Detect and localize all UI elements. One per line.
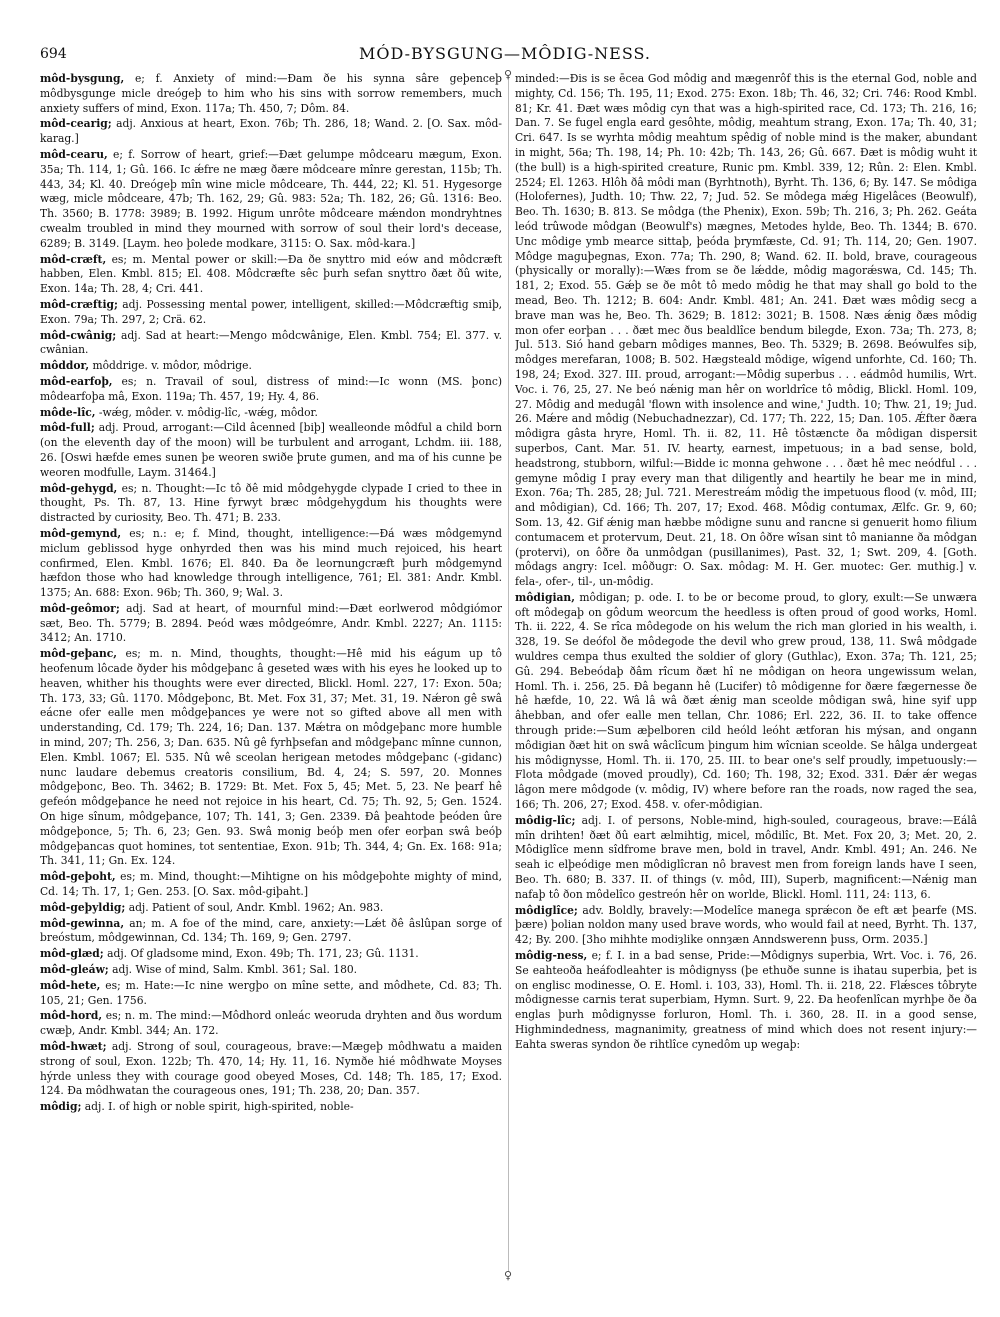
entry-text: es; n.: e; f. Mind, thought, intelligence:—Ðá wæs môdgemynd miclum geblissod hyge onhyrded then was his mind much rejoiced, his heart confirmed, Elen. Kmbl. 1676; El. 840. Ða ðe leornungcræft þurh môdgemynd hæfdon those who had knowledge through intelligence, 761; El. 381: Andr. Kmbl. 1375; An. 688: Exon. 96b; Th. 360, 9; Wal. 3. — [40, 526, 502, 600]
entry-headword: môd-cwânig; — [40, 328, 117, 342]
dictionary-entry — [40, 870, 502, 900]
entry-text: môddrige. v. môdor, môdrige. — [89, 359, 252, 373]
dictionary-entry — [40, 148, 502, 252]
entry-headword: môde-lîc, — [40, 405, 96, 419]
entry-text: adj. I. of high or noble spirit, high-spirited, noble- — [81, 1100, 354, 1114]
dictionary-entry — [40, 1040, 502, 1099]
entry-headword: môdigian, — [515, 590, 575, 604]
entry-text: es; m. Hate:—Ic nine wergþo on mîne sette, and môdhete, Cd. 83; Th. 105, 21; Gen. 1756. — [40, 978, 502, 1007]
entry-headword: môd-gleáw; — [40, 963, 109, 977]
entry-text: es; n. Travail of soul, distress of mind:—Ic wonn (MS. þonc) môdearfoþa mâ, Exon. 119a; Th. 457, 19; Hy. 4, 86. — [40, 374, 502, 403]
entry-text: an; m. A foe of the mind, care, anxiety:—Lǽt ðê âslûpan sorge of breóstum, môdgewinnan, Cd. 134; Th. 169, 9; Gen. 2797. — [40, 916, 502, 945]
dictionary-entry — [40, 117, 502, 147]
dictionary-entry — [515, 814, 977, 903]
entry-text: adj. Strong of soul, courageous, brave:—Mægeþ môdhwatu a maiden strong of soul, Exon. 122b; Th. 470, 14; Hy. 11, 16. Nymðe hié môdhwate Moyses hýrde unless they with courage good obeyed Moses, Cd. 148; Th. 185, 17; Exod. 124. Ða môdhwatan the courageous ones, 191; Th. 238, 20; Dan. 357. — [40, 1040, 502, 1098]
entry-text: adj. Patient of soul, Andr. Kmbl. 1962; An. 983. — [125, 900, 384, 914]
entry-headword: môd-geþyldig; — [40, 900, 126, 914]
dictionary-entry — [40, 253, 502, 297]
entry-text: adj. Sad at heart:—Mengo môdcwânige, Elen. Kmbl. 754; El. 377. v. cwânian. — [40, 328, 502, 357]
entry-text: adj. Of gladsome mind, Exon. 49b; Th. 171, 23; Gû. 1131. — [103, 947, 419, 961]
dictionary-entry — [40, 917, 502, 947]
right-column — [515, 72, 977, 1280]
entry-headword: môd-gemynd, — [40, 526, 122, 540]
entry-headword: môddor, — [40, 359, 90, 373]
entry-headword: môd-cræft, — [40, 252, 107, 266]
dictionary-entry — [40, 421, 502, 480]
entry-headword: môd-gehygd, — [40, 481, 118, 495]
entry-text: e; f. I. in a bad sense, Pride:—Môdignys superbia, Wrt. Voc. i. 76, 26. Se eahteoða heáfodleahter is môdignyss (þe ethuðe sunne is ihatau superbia, þet is on englisc modinesse, O. E. Homl. i. 103, 33), Homl. Th. ii. 218, 22. Flǽsces tôbryte môdignesse carnis terat superbiam, Hymn. Surt. 9, 22. Ða heofenlîcan myrhþe ðe ða englas þurh môdignysse forluron, Homl. Th. i. 360, 28. II. in a good sense, Highmindedness, magnanimity, greatness of mind which does not resent injury:—Eahta sweras syndon ðe rihtlîce cynedôm up wegaþ: — [515, 949, 977, 1051]
dictionary-entry — [40, 647, 502, 869]
entry-headword: môd-geþoht, — [40, 870, 116, 884]
entry-text: es; n. m. The mind:—Môdhord onleác weoruda dryhten and ðus wordum cwæþ, Andr. Kmbl. 344; An. 172. — [40, 1009, 502, 1038]
dictionary-entry — [40, 901, 502, 916]
entry-text: môdigan; p. ode. I. to be or become proud, to glory, exult:—Se unwæra oft môdegaþ on gôdum weorcum the heedless is often proud of good works, Homl. Th. ii. 222, 4. Se rîca môdegode on his welum the rich man gloried in his wealth, i. 328, 19. Se deófol ðe môdegode the devil who grew proud, 138, 11. Swâ môdgade wuldres cempa thus exulted the soldier of glory (Guthlac), Exon. 37a; Th. 121, 25; Gû. 294. Bebeódaþ ðâm rîcum ðæt hî ne môdigan on heora ungewissum welan, Homl. Th. i. 256, 25. Ðâ begann hê (Lucifer) tô môdigenne for ðære fægernesse ðe hê hæfde, 10, 22. Wâ lâ wâ ðæt ǽnig man sceolde môdigan swâ, hine syif upp âhebban, and ofer ealle men tellan, Chr. 1086; Erl. 222, 36. II. to take offence through pride:—Sum æþelboren cild heóld leóht ætforan his mýsan, and ongann môdigian ðæt hit on swâ wâclîcum þingum him wîcnian sceolde. Se hâlga undergeat his môdignysse, Homl. Th. ii. 170, 25. III. to bear one's self proudly, impetuously:—Flota môdgade (moved proudly), Cd. 160; Th. 198, 32; Exod. 331. Ðǽr ǽr wegas lâgon mere môdgode (v. môdig, IV) where before ran the roads, now raged the sea, 166; Th. 206, 27; Exod. 458. v. ofer-môdigian. — [515, 590, 977, 812]
entry-headword: môd-hwæt; — [40, 1040, 107, 1053]
left-column — [40, 72, 502, 1280]
entry-headword: môdig; — [40, 1100, 82, 1114]
entry-headword: môd-full; — [40, 421, 95, 435]
entry-headword: môd-hete, — [40, 978, 101, 992]
ornament-icon: ♀ — [503, 1269, 513, 1282]
running-title: MÓD-BYSGUNG—MÔDIG-NESS. — [358, 44, 652, 63]
entry-headword: môd-cearu, — [40, 147, 108, 161]
dictionary-entry — [40, 406, 502, 421]
entry-headword: môdig-ness, — [515, 949, 588, 963]
dictionary-entry — [515, 72, 977, 590]
entry-headword: môd-hord, — [40, 1009, 103, 1023]
entry-headword: môdig-lîc; — [515, 813, 576, 827]
entry-text: adj. Sad at heart, of mournful mind:—Ðæt eorlwerod môdgiómor sæt, Beo. Th. 5779; B. 2894. Þeód wæs môdgeómre, Andr. Kmbl. 2227; An. 1115: 3412; An. 1710. — [40, 601, 502, 645]
entry-text: adj. Anxious at heart, Exon. 76b; Th. 286, 18; Wand. 2. [O. Sax. môd-karag.] — [40, 117, 502, 146]
dictionary-entry — [40, 963, 502, 978]
entry-text: adj. I. of persons, Noble-mind, high-souled, courageous, brave:—Eálâ mîn drihten! ðæt ðû eart ælmihtig, micel, môdilîc, Bt. Met. Fox 20, 3; Met. 20, 2. Môdiglîce menn sîdfrome brave men, bold in travel, Andr. Kmbl. 491; An. 246. Ne seah ic elþeódige men môdiglîcran nô bravest men from foreign lands have I seen, Beo. Th. 680; B. 337. II. of things (v. môd, III), Superb, magnificent:—Nǽnig man nafaþ tô ðon môdelîco gestreón hêr on worlde, Blickl. Homl. 111, 24: 113, 6. — [515, 813, 977, 901]
entry-headword: môd-bysgung, — [40, 72, 125, 85]
dictionary-entry — [40, 602, 502, 646]
entry-headword: môd-cearig; — [40, 117, 112, 131]
dictionary-entry — [40, 298, 502, 328]
dictionary-entry — [40, 72, 502, 116]
page-number: 694 — [40, 46, 67, 62]
entry-headword: môd-cræftig; — [40, 297, 118, 311]
entry-text: es; m. n. Mind, thoughts, thought:—Hê mid his eágum up tô heofenum lôcade ðyder his môdgeþanc â geseted wæs with his eyes he looked up to heaven, whither his thoughts were ever directed, Blickl. Homl. 227, 17: Exon. 50a; Th. 173, 33; Gû. 1170. Môdgeþonc, Bt. Met. Fox 31, 37; Met. 31, 19. Nǽron gê swâ eácne ofer ealle men môdgeþances ye were not so gifted above all men with understanding, Cd. 179; Th. 224, 16; Dan. 137. Mǽtra on môdgeþanc more humble in mind, 207; Th. 256, 3; Dan. 635. Nû gê fyrhþsefan and môdgeþanc mînne cunnon, Elen. Kmbl. 1067; El. 535. Nû wê sceolan herigean metodes môdgeþanc (-gidanc) nunc laudare debemus creatoris consilium, Bd. 4, 24; S. 597, 20. Monnes môdgeþonc, Beo. Th. 3462; B. 1729: Bt. Met. Fox 5, 45; Met. 5, 23. Ne þearf hê gefeón môdgeþance he need not rejoice in his heart, Cd. 75; Th. 92, 5; Gen. 1524. On hige sînum, môdgeþance, 107; Th. 141, 3; Gen. 2339. Ðâ þeahtode þeóden ûre môdgeþonce, 5; Th. 6, 23; Gen. 93. Swâ monig beóþ men ofer eorþan swâ beóþ môdgeþancas quot homines, tot sententiae, Exon. 91b; Th. 344, 4; Gn. Ex. 168: 91a; Th. 341, 11; Gn. Ex. 124. — [40, 647, 502, 868]
entry-text: es; m. Mind, thought:—Mihtigne on his môdgeþohte mighty of mind, Cd. 14; Th. 17, 1; Gen. 253. [O. Sax. môd-giþaht.] — [40, 870, 502, 899]
dictionary-entry — [40, 1009, 502, 1039]
column-divider — [508, 76, 509, 1272]
dictionary-entry — [515, 949, 977, 1053]
dictionary-entry — [40, 979, 502, 1009]
dictionary-entry — [515, 591, 977, 813]
entry-text: -wǽg, môder. v. môdig-lîc, -wǽg, môdor. — [95, 405, 318, 419]
ornament-icon: ♀ — [503, 68, 513, 81]
entry-text: adj. Wise of mind, Salm. Kmbl. 361; Sal. 180. — [108, 963, 358, 977]
dictionary-entry — [40, 527, 502, 601]
entry-headword: môd-geþanc, — [40, 647, 118, 661]
entry-text: e; f. Anxiety of mind:—Ðam ðe his synna sâre geþenceþ môdbysgunge micle dreógeþ to him who his sins with sorrow remembers, much anxiety suffers of mind, Exon. 117a; Th. 450, 7; Dôm. 84. — [40, 72, 502, 115]
dictionary-entry — [40, 482, 502, 526]
entry-text: adj. Possessing mental power, intelligent, skilled:—Môdcræftig smiþ, Exon. 79a; Th. 297, 2; Crä. 62. — [40, 297, 502, 326]
entry-headword: môd-earfoþ, — [40, 374, 113, 388]
dictionary-entry — [40, 947, 502, 962]
dictionary-page — [40, 40, 977, 1282]
entry-headword: môd-glæd; — [40, 947, 104, 961]
dictionary-entry — [40, 1100, 502, 1115]
page-header — [40, 40, 970, 68]
dictionary-entry — [40, 329, 502, 359]
text-columns — [40, 68, 977, 1282]
entry-text: es; m. Mental power or skill:—Ða ðe snyttro mid eów and môdcræft habben, Elen. Kmbl. 815; El. 408. Môdcræfte sêc þurh sefan snyttro ðæt ðû wite, Exon. 14a; Th. 28, 4; Cri. 441. — [40, 252, 502, 296]
dictionary-entry — [40, 375, 502, 405]
entry-text: es; n. Thought:—Ic tô ðê mid môdgehygde clypade I cried to thee in thought, Ps. Th. 87, 13. Hine fyrwyt bræc môdgehygdum his thoughts were distracted by curiosity, Beo. Th. 471; B. 233. — [40, 481, 502, 525]
entry-headword: môdiglîce; — [515, 903, 578, 917]
dictionary-entry — [40, 359, 502, 374]
entry-text: adj. Proud, arrogant:—Cild âcenned [biþ] wealleonde môdful a child born (on the eleventh day of the moon) will be turbulent and arrogant, Lchdm. iii. 188, 26. [Oswi hæfde emes sunen þe weoren swiðe þrute gumen, and ma of his cunne þe weoren modfulle, Laym. 31464.] — [40, 421, 502, 479]
entry-text: e; f. Sorrow of heart, grief:—Ðæt gelumpe môdcearu mægum, Exon. 35a; Th. 114, 1; Gû. 166. Ic ǽfre ne mæg ðære môdceare mînre gerestan, 115b; Th. 443, 34; Kl. 40. Dreógeþ mîn wine micle môdceare, Th. 444, 22; Kl. 51. Hygesorge wæg, micle môdceare, 47b; Th. 162, 29; Gû. 983: 52a; Th. 182, 26; Gû. 1316: Beo. Th. 3560; B. 1778: 3989; B. 1992. Higum unrôte môdceare mǽndon mondryhtnes cwealm troubled in mind they mourned with sorrow of soul their lord's decease, 6289; B. 3149. [Laym. heo þolede modkare, 3115: O. Sax. môd-kara.] — [40, 147, 502, 250]
entry-headword: môd-geômor; — [40, 601, 120, 615]
entry-headword: môd-gewinna, — [40, 916, 125, 930]
entry-text: adv. Boldly, bravely:—Modelîce manega sprǽcon ðe eft æt þearfe (MS. þære) þolian noldon many used brave words, who would fail at need, Byrht. Th. 137, 42; By. 200. [3ho mihhte modiȝlike onnȝæn Anndswerenn þuss, Orm. 2035.] — [515, 903, 977, 947]
dictionary-entry — [515, 904, 977, 948]
entry-text: minded:—Ðis is se ēcea God môdig and mægenrôf this is the eternal God, noble and mighty, Cd. 156; Th. 195, 11; Exod. 275: Exon. 18b; Th. 46, 32; Cri. 746: Rood Kmbl. 81; Kr. 41. Ðæt wæs môdig cyn that was a high-spirited race, Cd. 173; Th. 216, 16; Dan. 7. Se fugel engla eard gesôhte, môdig, meahtum strang, Exon. 17a; Th. 40, 31; Cri. 647. Is se wyrhta môdig meahtum spêdig of noble mind is the maker, abundant in might, 56a; Th. 198, 14; Ph. 10: 42b; Th. 143, 26; Gû. 667. Ðæt is môdig wuht it (the bull) is a high-spirited creature, Runic pm. Kmbl. 339, 12; Rûn. 2: Elen. Kmbl. 2524; El. 1263. Hlôh ðâ môdi man (Byrhtnoth), Byrht. Th. 136, 6; By. 147. Se môdiga (Holofernes), Judth. 10; Thw. 22, 7; Jud. 52. Se môdega mǽg Higelâces (Beowulf), Beo. Th. 1630; B. 813. Se môdga (the Phenix), Exon. 59b; Th. 216, 3; Ph. 262. Geáta leód trûwode môdgan (Beowulf's) mægnes, Metodes hylde, Beo. Th. 1344; B. 670. Unc môdige ymb mearce sittaþ, þeóda þrymfæste, Cd. 91; Th. 114, 20; Gen. 1907. Môdge maguþegnas, Exon. 77a; Th. 290, 8; Wand. 62. II. bold, brave, courageous (physically or morally):—Wæs from se ðe lǽdde, môdig magorǽswa, Cd. 145; Th. 181, 2; Exod. 55. Gǽþ se ðe môt tô medo môdig he that may shall go bold to the mead, Beo. Th. 1212; B. 604: Andr. Kmbl. 481; An. 241. Ðæt wæs môdig secg a brave man was he, Beo. Th. 3629; B. 1812: 3021; B. 1508. Næs ǽnig ðæs môdig mon ofer eorþan . . . ðæt mec ðus bealdlîce bendum bilegde, Exon. 73a; Th. 273, 8; Jul. 513. Sió hand gebarn môdiges mannes, Beo. Th. 5329; B. 2698. Beówulfes siþ, môdges merefaran, 1008; B. 502. Hægsteald môdige, wîgend unforhte, Cd. 160; Th. 198, 24; Exod. 327. III. proud, arrogant:—Môdig superbus . . . eádmôd humilis, Wrt. Voc. i. 76, 25, 27. Ne beó nǽnig man hêr on worldrîce tô môdig, Blickl. Homl. 109, 27. Môdig and medugâl 'flown with insolence and wine,' Judth. 10; Thw. 21, 19; Jud. 26. Mǽre and môdig (Nebuchadnezzar), Cd. 177; Th. 222, 15; Dan. 105. Ǽfter ðæra môdigra gâsta hryre, Homl. Th. ii. 82, 11. Hê tôstæncte ða môdigan dispersit superbos, Cant. Mar. 51. IV. hearty, earnest, impetuous; in a bad sense, bold, headstrong, stubborn, wilful:—Bidde ic monna gehwone . . . ðæt hê mec neódful . . . gemyne môdig I pray every man that diligently and heartily he bear me in mind, Exon. 76a; Th. 285, 28; Jul. 721. Merestreám môdig the impetuous flood (v. môd, III; and môdigian), Cd. 166; Th. 207, 17; Exod. 468. Môdig contumax, Ælfc. Gr. 9, 60; Som. 13, 42. Gif ǽnig man hæbbe môdigne sunu and rancne si genuerit homo filium contumacem et protervum, Deut. 21, 18. On ôðre wîsan sint tô manianne ða môdgan (protervi), on ôðre ða unmôdgan (pusillanimes), Past. 32, 1; Swt. 209, 4. [Goth. môdags angry: Icel. môðugr: O. Sax. môdag: M. H. Ger. muotec: Ger. muthig.] v. fela-, ofer-, til-, un-môdig. — [515, 72, 977, 589]
